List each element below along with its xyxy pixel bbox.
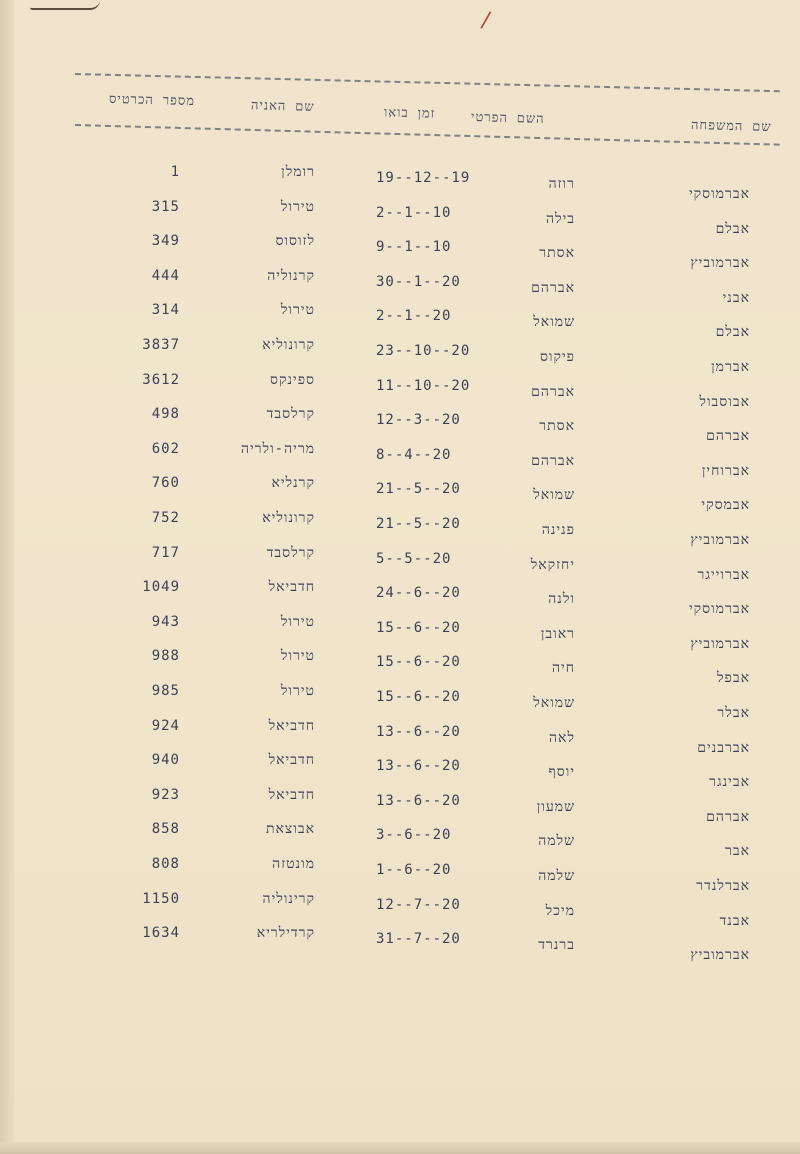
paper-left-edge bbox=[0, 0, 14, 1154]
arrival-date-cell: 15--6--20 bbox=[376, 689, 461, 705]
ship-name-cell: טירול bbox=[280, 683, 315, 699]
card-number-cell: 1 bbox=[170, 164, 180, 180]
family-name-cell: אברוחין bbox=[701, 462, 750, 479]
ship-name-cell: ספינקס bbox=[270, 371, 315, 388]
arrival-date-cell: 3--6--20 bbox=[376, 827, 452, 844]
header-rule-top bbox=[75, 73, 780, 92]
page-mark: / bbox=[479, 7, 492, 34]
arrival-date-cell: 13--6--20 bbox=[376, 792, 461, 809]
first-name-cell: אסתר bbox=[539, 245, 575, 262]
ship-name-cell: קרנליא bbox=[271, 475, 315, 492]
first-name-cell: אברהם bbox=[531, 452, 575, 469]
ship-name-cell: חדביאל bbox=[268, 786, 315, 803]
card-number-cell: 985 bbox=[151, 683, 180, 699]
card-number-cell: 3837 bbox=[142, 337, 180, 353]
card-number-cell: 1150 bbox=[142, 890, 180, 907]
card-number-cell: 1049 bbox=[142, 579, 180, 596]
ink-blot bbox=[30, 0, 100, 10]
family-name-cell: אבפל bbox=[716, 670, 750, 687]
arrival-date-cell: 5--5--20 bbox=[376, 550, 452, 567]
arrival-date-cell: 31--7--20 bbox=[376, 931, 461, 948]
arrival-date-cell: 21--5--20 bbox=[376, 481, 461, 498]
family-name-cell: אברמוביץ bbox=[690, 947, 750, 964]
arrival-date-cell: 11--10--20 bbox=[376, 377, 471, 394]
arrival-date-cell: 13--6--20 bbox=[376, 758, 461, 775]
first-name-cell: שמואל bbox=[533, 487, 575, 504]
arrival-date-cell: 1--6--20 bbox=[376, 862, 452, 878]
family-name-cell: אברמוסקי bbox=[688, 186, 750, 202]
arrival-date-cell: 15--6--20 bbox=[376, 654, 461, 671]
first-name-cell: רוזה bbox=[548, 176, 575, 192]
ship-name-cell: קרונוליא bbox=[262, 337, 315, 353]
arrival-date-cell: 30--1--20 bbox=[376, 273, 461, 290]
card-number-cell: 858 bbox=[151, 821, 180, 838]
header-family-name: שם המשפחה bbox=[691, 117, 773, 136]
ship-name-cell: קרלסבד bbox=[266, 406, 315, 423]
first-name-cell: שלמה bbox=[538, 868, 575, 884]
arrival-date-cell: 2--1--10 bbox=[376, 204, 452, 221]
first-name-cell: אברהם bbox=[531, 279, 575, 296]
card-number-cell: 498 bbox=[151, 406, 180, 423]
first-name-cell: ברנרד bbox=[538, 937, 575, 954]
first-name-cell: שמואל bbox=[533, 695, 575, 711]
first-name-cell: שמעון bbox=[536, 798, 575, 815]
first-name-cell: אסתר bbox=[539, 418, 575, 435]
card-number-cell: 3612 bbox=[142, 371, 180, 388]
card-number-cell: 760 bbox=[151, 475, 180, 492]
family-name-cell: אבני bbox=[722, 289, 750, 306]
family-name-cell: אבוסבול bbox=[699, 393, 750, 410]
first-name-cell: אברהם bbox=[531, 383, 575, 400]
card-number-cell: 988 bbox=[151, 648, 180, 665]
family-name-cell: אברמוביץ bbox=[690, 635, 750, 652]
paper-bottom-edge bbox=[0, 1142, 800, 1154]
ship-name-cell: אבוצאת bbox=[265, 821, 315, 838]
arrival-date-cell: 23--10--20 bbox=[376, 343, 471, 359]
first-name-cell: פנינה bbox=[541, 522, 575, 538]
card-number-cell: 1634 bbox=[142, 925, 180, 942]
card-number-cell: 349 bbox=[151, 233, 180, 250]
family-name-cell: אברמוביץ bbox=[690, 532, 750, 548]
card-number-cell: 314 bbox=[151, 302, 180, 319]
header-ship-name: שם האניה bbox=[251, 98, 316, 115]
arrival-date-cell: 13--6--20 bbox=[376, 723, 461, 740]
ship-name-cell: מונטזה bbox=[272, 856, 315, 872]
ship-name-cell: קרנוליה bbox=[267, 267, 315, 284]
card-number-cell: 943 bbox=[151, 613, 180, 630]
arrival-date-cell: 24--6--20 bbox=[376, 585, 461, 602]
ship-name-cell: חדביאל bbox=[268, 579, 315, 596]
ship-name-cell: רומלן bbox=[281, 164, 315, 180]
card-number-cell: 752 bbox=[151, 510, 180, 526]
ship-name-cell: טירול bbox=[280, 648, 315, 665]
first-name-cell: ראובן bbox=[540, 625, 575, 642]
first-name-cell: ולנה bbox=[548, 591, 575, 608]
card-number-cell: 717 bbox=[151, 544, 180, 561]
first-name-cell: פיקוס bbox=[539, 349, 575, 365]
ship-name-cell: טירול bbox=[280, 302, 315, 319]
family-name-cell: אברלנדר bbox=[696, 878, 750, 894]
arrival-date-cell: 9--1--10 bbox=[376, 239, 452, 256]
family-name-cell: אבלר bbox=[717, 705, 750, 721]
arrival-date-cell: 21--5--20 bbox=[376, 516, 461, 532]
card-number-cell: 602 bbox=[151, 440, 180, 457]
card-number-cell: 315 bbox=[151, 198, 180, 215]
ship-name-cell: קרונוליא bbox=[262, 510, 315, 526]
card-number-cell: 940 bbox=[151, 752, 180, 769]
family-name-cell: אברוייגר bbox=[697, 566, 750, 583]
ship-name-cell: מריה-ולריה bbox=[240, 440, 315, 457]
header-first-name: השם הפרטי bbox=[471, 110, 546, 127]
family-name-cell: אבלם bbox=[715, 324, 750, 341]
first-name-cell: מיכל bbox=[545, 902, 575, 919]
family-name-cell: אברמוסקי bbox=[688, 601, 750, 618]
first-name-cell: בילה bbox=[545, 210, 575, 227]
arrival-date-cell: 15--6--20 bbox=[376, 619, 461, 636]
header-card-number: מספר הכרטיס bbox=[108, 91, 196, 110]
first-name-cell: לאה bbox=[548, 729, 575, 746]
first-name-cell: יוסף bbox=[548, 764, 575, 781]
ship-name-cell: לזוסוס bbox=[275, 233, 315, 250]
ship-name-cell: חדביאל bbox=[268, 752, 315, 769]
ship-name-cell: חדביאל bbox=[268, 717, 315, 734]
family-name-cell: אבר bbox=[724, 843, 750, 860]
family-name-cell: אברמן bbox=[711, 359, 750, 375]
family-name-cell: אבנד bbox=[719, 912, 750, 929]
card-number-cell: 923 bbox=[151, 786, 180, 803]
arrival-date-cell: 12--7--20 bbox=[376, 896, 461, 913]
card-number-cell: 444 bbox=[151, 267, 180, 284]
arrival-date-cell: 12--3--20 bbox=[376, 412, 461, 429]
first-name-cell: שמואל bbox=[533, 314, 575, 331]
card-number-cell: 808 bbox=[151, 856, 180, 872]
family-name-cell: אבלם bbox=[715, 220, 750, 237]
family-name-cell: אברהם bbox=[706, 808, 750, 825]
first-name-cell: חיה bbox=[551, 660, 575, 677]
header-arrival-time: זמן בואו bbox=[383, 105, 436, 122]
first-name-cell: יחזקאל bbox=[530, 556, 575, 573]
ship-name-cell: טירול bbox=[280, 613, 315, 630]
family-name-cell: אברמוביץ bbox=[690, 255, 750, 272]
family-name-cell: אבמסקי bbox=[701, 497, 750, 514]
family-name-cell: אברבנים bbox=[697, 739, 750, 756]
arrival-date-cell: 19--12--19 bbox=[376, 170, 471, 186]
arrival-date-cell: 8--4--20 bbox=[376, 446, 452, 463]
family-name-cell: אבינגר bbox=[709, 774, 750, 791]
ship-name-cell: קרינוליה bbox=[262, 890, 315, 907]
ship-name-cell: קרדילריא bbox=[256, 925, 315, 942]
first-name-cell: שלמה bbox=[538, 833, 575, 850]
family-name-cell: אברהם bbox=[706, 428, 750, 445]
ship-name-cell: טירול bbox=[280, 198, 315, 215]
card-number-cell: 924 bbox=[151, 717, 180, 734]
arrival-date-cell: 2--1--20 bbox=[376, 308, 452, 325]
header-rule-bottom bbox=[75, 124, 780, 146]
ship-name-cell: קרלסבד bbox=[266, 544, 315, 561]
